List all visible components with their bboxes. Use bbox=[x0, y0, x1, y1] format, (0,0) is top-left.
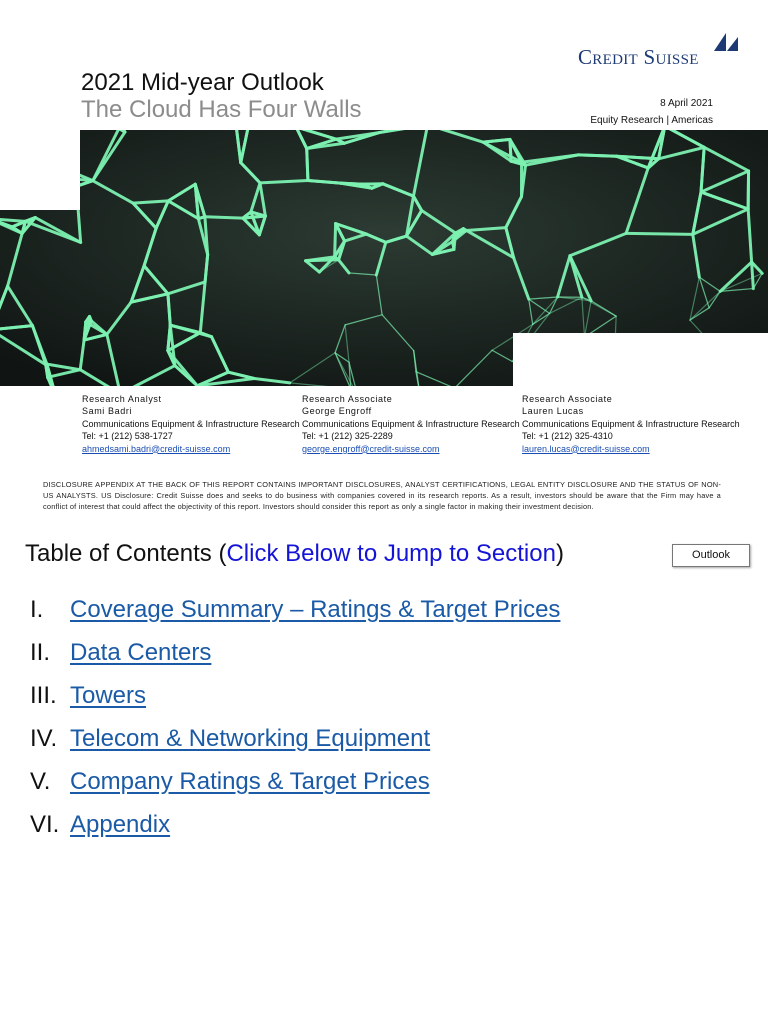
analyst-email-link[interactable]: ahmedsami.badri@credit-suisse.com bbox=[82, 443, 231, 454]
toc-link-company-ratings[interactable]: Company Ratings & Target Prices bbox=[70, 768, 430, 795]
analyst-name: George Engroff bbox=[302, 406, 372, 417]
toc-heading-suffix: ) bbox=[555, 540, 564, 567]
toc-link-telecom-networking[interactable]: Telecom & Networking Equipment bbox=[70, 725, 431, 752]
analyst-name: Lauren Lucas bbox=[522, 406, 584, 417]
disclosure-text: DISCLOSURE APPENDIX AT THE BACK OF THIS REPORT CONTAINS IMPORTANT DISCLOSURES, ANALYST CERTIFICATIONS, LEGAL ENTITY DISCLOSURE AND THE STATUS OF NON-US ANALYSTS. US Disclosure: Credit Suisse does and seeks to do business with companies covered in its research reports. As a result, investors should be aware that the Firm may have a conflict of interest that could affect the objectivity of this report. Investors should consider this report as only a single factor in making their investment decision. bbox=[43, 480, 721, 512]
analyst-phone: Tel: +1 (212) 325-4310 bbox=[522, 431, 613, 442]
sails-icon bbox=[712, 31, 740, 53]
toc-link-coverage-summary[interactable]: Coverage Summary – Ratings & Target Prices bbox=[70, 596, 561, 623]
analyst-group: Communications Equipment & Infrastructure Research bbox=[82, 418, 300, 429]
report-subtitle: The Cloud Has Four Walls bbox=[81, 96, 362, 123]
toc-item-number: V. bbox=[30, 768, 51, 795]
toc-heading bbox=[25, 540, 564, 568]
analyst-name: Sami Badri bbox=[82, 406, 133, 417]
analyst-phone: Tel: +1 (212) 325-2289 bbox=[302, 431, 393, 442]
toc-heading-link[interactable]: Click Below to Jump to Section bbox=[226, 540, 556, 567]
analyst-email-link[interactable]: lauren.lucas@credit-suisse.com bbox=[522, 443, 650, 454]
analyst-group: Communications Equipment & Infrastructure Research bbox=[522, 418, 740, 429]
analyst-card bbox=[302, 393, 527, 455]
toc-heading-prefix: Table of Contents ( bbox=[25, 540, 227, 567]
report-department: Equity Research | Americas bbox=[590, 115, 713, 126]
analyst-group: Communications Equipment & Infrastructure Research bbox=[302, 418, 520, 429]
hero-network-image bbox=[0, 130, 768, 386]
toc-link-data-centers[interactable]: Data Centers bbox=[70, 639, 212, 666]
analyst-role: Research Associate bbox=[522, 394, 613, 404]
report-date: 8 April 2021 bbox=[660, 98, 713, 109]
analyst-phone: Tel: +1 (212) 538-1727 bbox=[82, 431, 173, 442]
credit-suisse-logo bbox=[578, 31, 748, 67]
toc-item-number: I. bbox=[30, 596, 44, 623]
toc-item-number: III. bbox=[30, 682, 57, 709]
toc-item-number: IV. bbox=[30, 725, 58, 752]
analyst-card bbox=[82, 393, 307, 455]
analyst-role: Research Analyst bbox=[82, 394, 162, 404]
toc-item-number: II. bbox=[30, 639, 51, 666]
toc-item-number: VI. bbox=[30, 811, 60, 838]
analyst-email-link[interactable]: george.engroff@credit-suisse.com bbox=[302, 443, 440, 454]
analyst-role: Research Associate bbox=[302, 394, 393, 404]
report-title: 2021 Mid-year Outlook bbox=[81, 69, 324, 96]
toc-link-appendix[interactable]: Appendix bbox=[70, 811, 171, 838]
toc-link-towers[interactable]: Towers bbox=[70, 682, 147, 709]
analyst-card bbox=[522, 393, 747, 455]
logo-wordmark: Credit Suisse bbox=[578, 45, 699, 69]
outlook-button[interactable]: Outlook bbox=[672, 544, 750, 567]
